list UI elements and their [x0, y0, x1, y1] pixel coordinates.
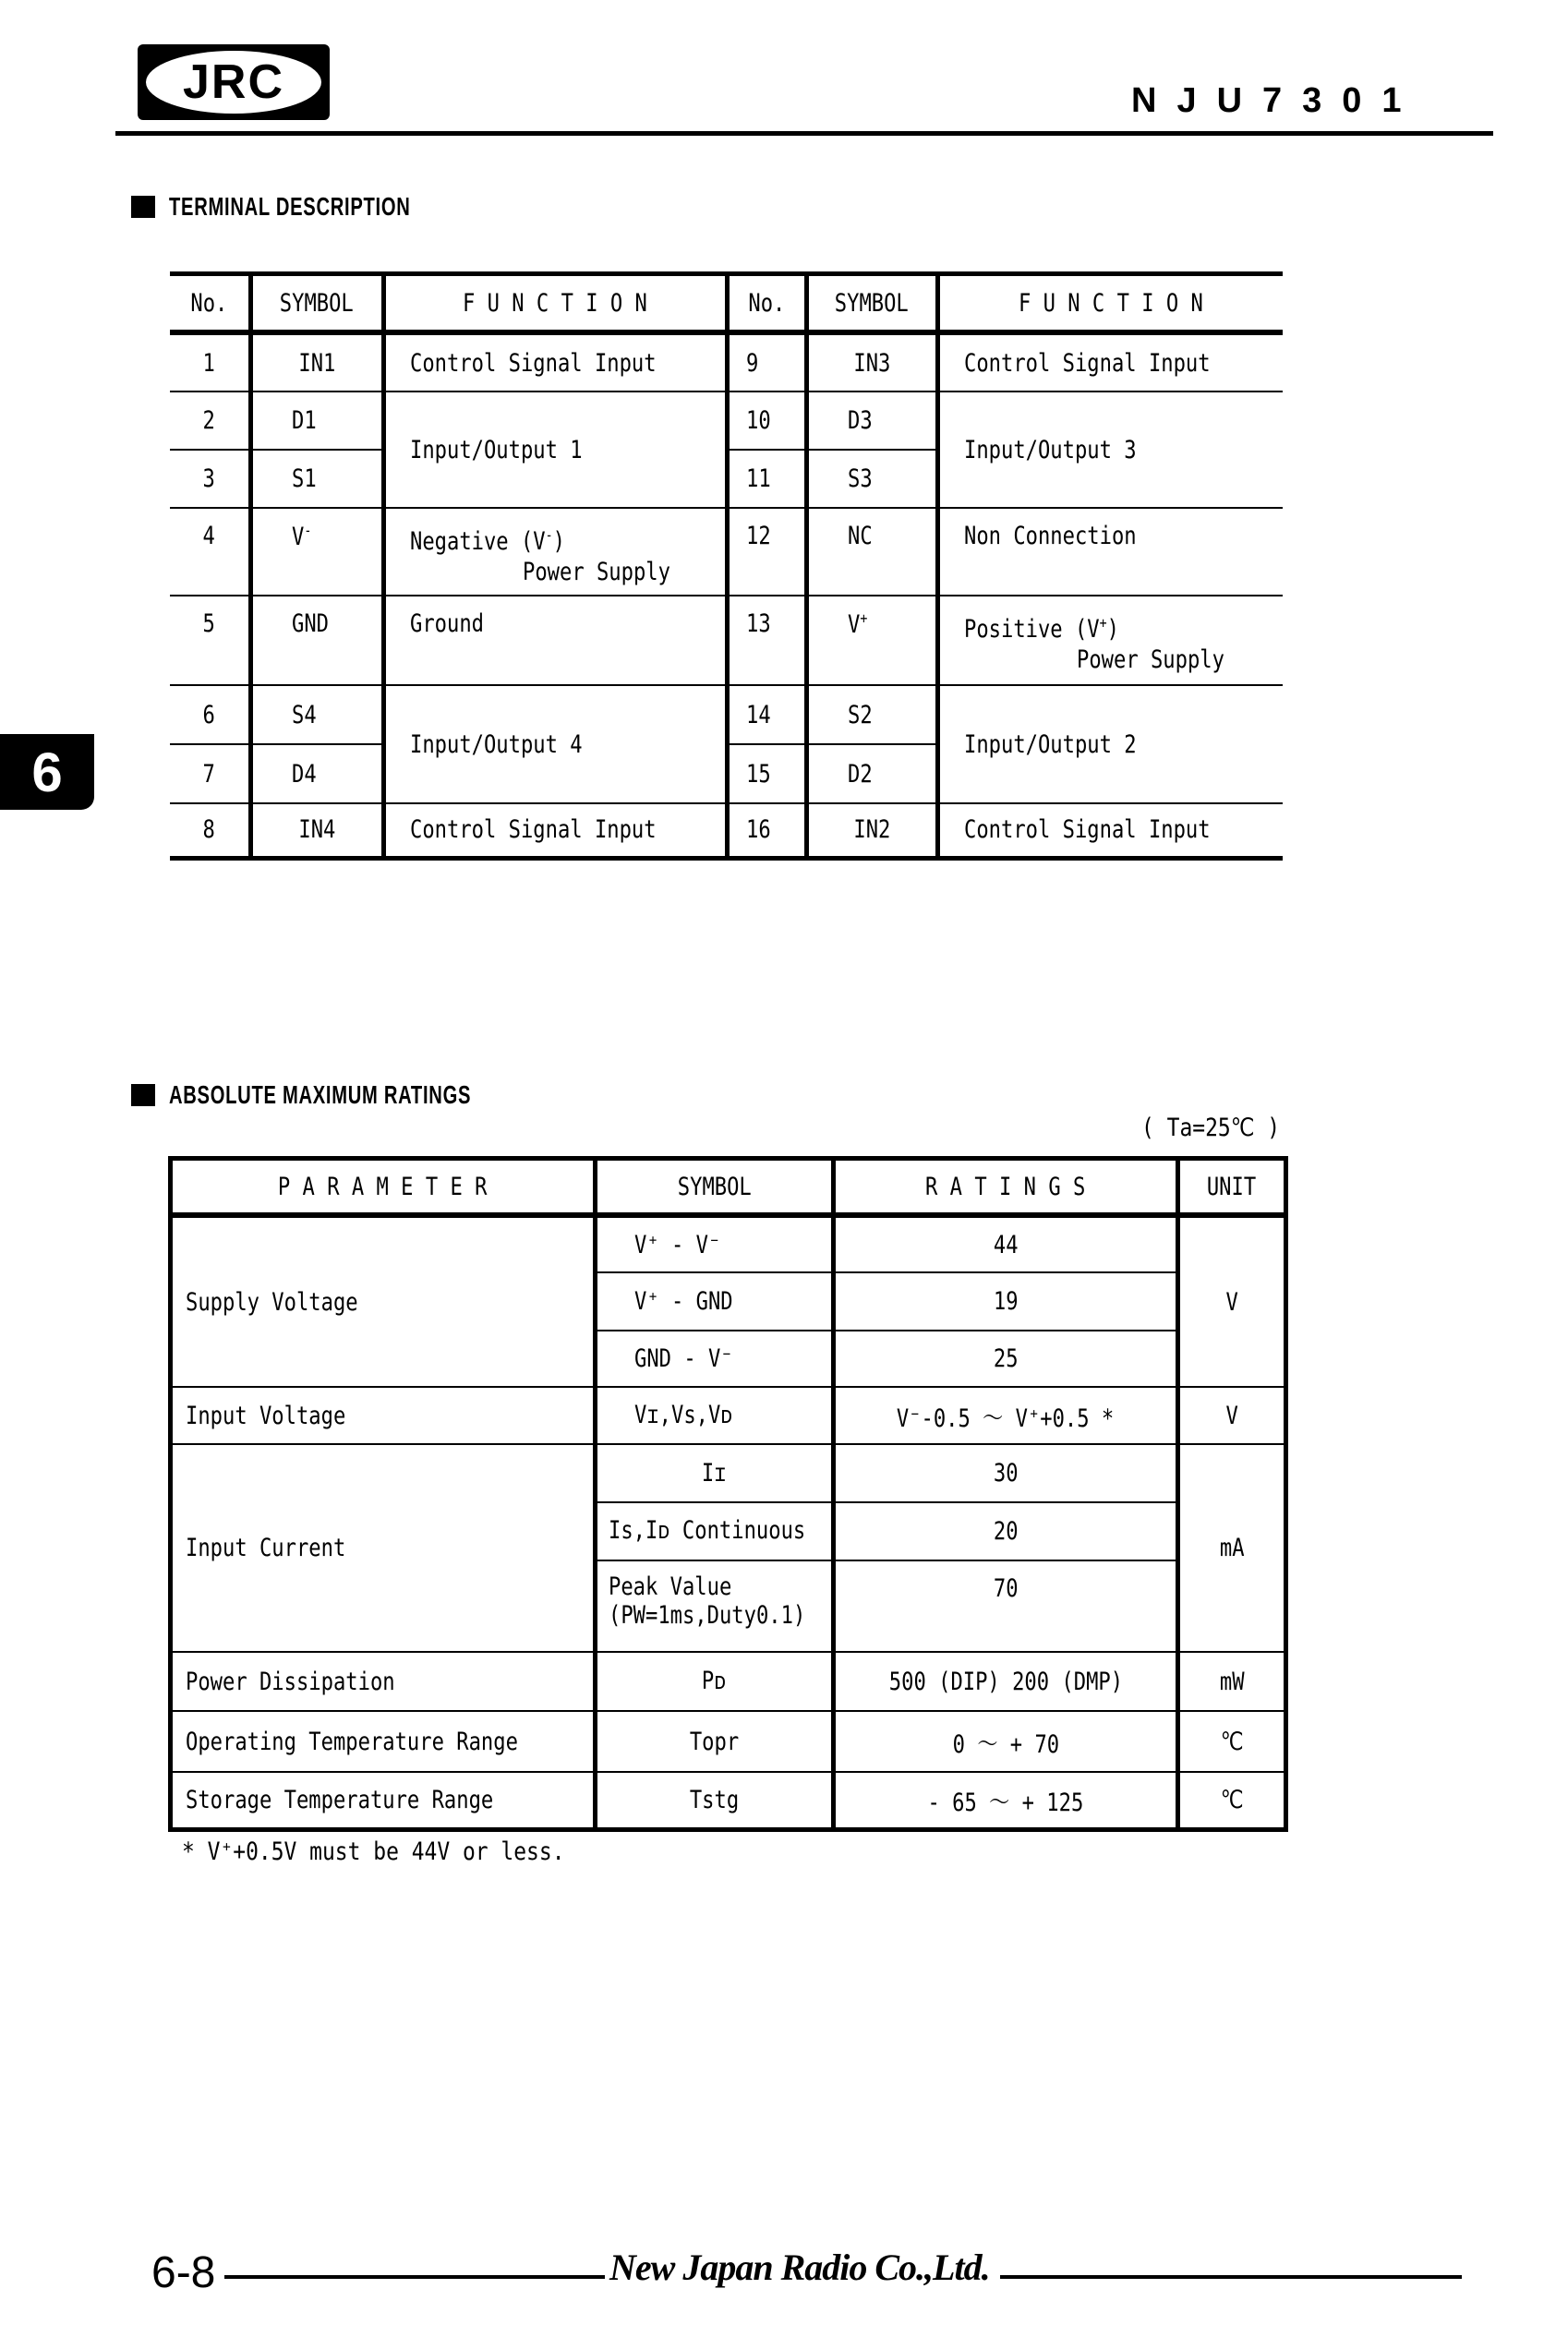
table-row [171, 1444, 1286, 1502]
table-row [170, 803, 1283, 858]
unit-cell: V [1178, 1387, 1286, 1444]
unit-cell: V [1178, 1215, 1286, 1387]
rating-cell: 44 [834, 1215, 1178, 1272]
pin-function: Input/Output 4 [383, 685, 727, 803]
pin-symbol: GND [250, 596, 383, 685]
table-row [171, 1215, 1286, 1272]
symbol-cell: V⁺ - V⁻ [596, 1215, 834, 1272]
table-header-row [171, 1159, 1286, 1216]
pin-function: Control Signal Input [383, 332, 727, 392]
pin-symbol: IN4 [250, 803, 383, 858]
col-header-unit: UNIT [1178, 1159, 1286, 1216]
logo-oval [146, 51, 321, 114]
pin-no: 4 [170, 508, 250, 596]
pin-symbol: NC [806, 508, 937, 596]
table-row [171, 1387, 1286, 1444]
pin-symbol: IN3 [806, 332, 937, 392]
symbol-cell: Is,Iᴅ Continuous [596, 1502, 834, 1560]
page-number: 6-8 [151, 2248, 216, 2297]
pin-symbol: D4 [250, 744, 383, 803]
pin-function: Positive (V+) Power Supply [937, 596, 1283, 685]
col-header-function: F U N C T I O N [383, 274, 727, 333]
footer-rule-right [1000, 2275, 1462, 2279]
pin-function: Input/Output 1 [383, 392, 727, 508]
table-row [170, 508, 1283, 596]
terminal-description-table [170, 271, 1283, 861]
pin-symbol: D1 [250, 392, 383, 450]
parameter-cell: Power Dissipation [171, 1652, 596, 1711]
pin-symbol: V- [250, 508, 383, 596]
section-title: ABSOLUTE MAXIMUM RATINGS [169, 1080, 472, 1109]
pin-no: 12 [727, 508, 806, 596]
pin-symbol: IN1 [250, 332, 383, 392]
parameter-cell: Input Voltage [171, 1387, 596, 1444]
col-header-symbol: SYMBOL [596, 1159, 834, 1216]
company-name: New Japan Radio Co.,Ltd. [609, 2247, 990, 2288]
pin-function: Negative (V-) Power Supply [383, 508, 727, 596]
pin-no: 7 [170, 744, 250, 803]
pin-function: Input/Output 3 [937, 392, 1283, 508]
absolute-maximum-ratings-heading [131, 1080, 588, 1110]
pin-symbol: S3 [806, 450, 937, 508]
unit-cell: ℃ [1178, 1772, 1286, 1829]
col-header-no: No. [727, 274, 806, 333]
unit-cell: ℃ [1178, 1711, 1286, 1772]
pin-symbol: S1 [250, 450, 383, 508]
table-row [171, 1652, 1286, 1711]
header-rule [115, 131, 1493, 136]
symbol-cell: Tstg [596, 1772, 834, 1829]
col-header-symbol: SYMBOL [806, 274, 937, 333]
section-title: TERMINAL DESCRIPTION [169, 192, 411, 221]
bullet-square-icon [131, 1084, 155, 1106]
rating-cell: 20 [834, 1502, 1178, 1560]
symbol-cell: V⁺ - GND [596, 1272, 834, 1331]
pin-function: Non Connection [937, 508, 1283, 596]
rating-cell: V⁻-0.5 ～ V⁺+0.5 * [834, 1387, 1178, 1444]
pin-symbol: D2 [806, 744, 937, 803]
pin-no: 13 [727, 596, 806, 685]
ratings-footnote: * V⁺+0.5V must be 44V or less. [182, 1837, 565, 1866]
pin-no: 11 [727, 450, 806, 508]
rating-cell: 25 [834, 1331, 1178, 1387]
rating-cell: 30 [834, 1444, 1178, 1502]
pin-function: Ground [383, 596, 727, 685]
pin-no: 10 [727, 392, 806, 450]
pin-no: 1 [170, 332, 250, 392]
ambient-temperature-condition: ( Ta=25℃ ) [1141, 1114, 1281, 1142]
rating-cell: 500 (DIP) 200 (DMP) [834, 1652, 1178, 1711]
symbol-cell: Topr [596, 1711, 834, 1772]
table-row [170, 392, 1283, 450]
symbol-cell: Vɪ,Vs,Vᴅ [596, 1387, 834, 1444]
absolute-maximum-ratings-table [168, 1156, 1288, 1832]
pin-no: 6 [170, 685, 250, 744]
pin-function: Control Signal Input [383, 803, 727, 858]
unit-cell: mA [1178, 1444, 1286, 1652]
pin-symbol: S2 [806, 685, 937, 744]
col-header-parameter: P A R A M E T E R [171, 1159, 596, 1216]
table-row [170, 332, 1283, 392]
parameter-cell: Input Current [171, 1444, 596, 1652]
parameter-cell: Supply Voltage [171, 1215, 596, 1387]
col-header-symbol: SYMBOL [250, 274, 383, 333]
document-title: NJU7301 [1131, 81, 1422, 120]
jrc-logo [138, 44, 330, 120]
unit-cell: mW [1178, 1652, 1286, 1711]
terminal-description-heading [131, 192, 504, 222]
rating-cell: 70 [834, 1560, 1178, 1652]
table-header-row [170, 274, 1283, 333]
col-header-no: No. [170, 274, 250, 333]
footer-rule-left [224, 2275, 605, 2279]
parameter-cell: Operating Temperature Range [171, 1711, 596, 1772]
pin-no: 2 [170, 392, 250, 450]
pin-function: Control Signal Input [937, 803, 1283, 858]
symbol-cell: Pᴅ [596, 1652, 834, 1711]
pin-no: 16 [727, 803, 806, 858]
rating-cell: 0 ～ + 70 [834, 1711, 1178, 1772]
pin-no: 15 [727, 744, 806, 803]
pin-no: 8 [170, 803, 250, 858]
pin-no: 9 [727, 332, 806, 392]
pin-function: Input/Output 2 [937, 685, 1283, 803]
chapter-tab [0, 734, 94, 810]
pin-function: Control Signal Input [937, 332, 1283, 392]
symbol-cell: Iɪ [596, 1444, 834, 1502]
col-header-function: F U N C T I O N [937, 274, 1283, 333]
symbol-cell: Peak Value (PW=1ms,Duty0.1) [596, 1560, 834, 1652]
table-row [171, 1711, 1286, 1772]
symbol-cell: GND - V⁻ [596, 1331, 834, 1387]
col-header-ratings: R A T I N G S [834, 1159, 1178, 1216]
rating-cell: - 65 ～ + 125 [834, 1772, 1178, 1829]
pin-symbol: S4 [250, 685, 383, 744]
chapter-tab-label: 6 [31, 741, 63, 803]
table-row [171, 1772, 1286, 1829]
pin-no: 5 [170, 596, 250, 685]
pin-symbol: V+ [806, 596, 937, 685]
pin-symbol: IN2 [806, 803, 937, 858]
bullet-square-icon [131, 196, 155, 218]
parameter-cell: Storage Temperature Range [171, 1772, 596, 1829]
rating-cell: 19 [834, 1272, 1178, 1331]
logo-text: JRC [182, 55, 285, 109]
pin-no: 3 [170, 450, 250, 508]
pin-no: 14 [727, 685, 806, 744]
table-row [170, 685, 1283, 744]
table-row [170, 596, 1283, 685]
pin-symbol: D3 [806, 392, 937, 450]
